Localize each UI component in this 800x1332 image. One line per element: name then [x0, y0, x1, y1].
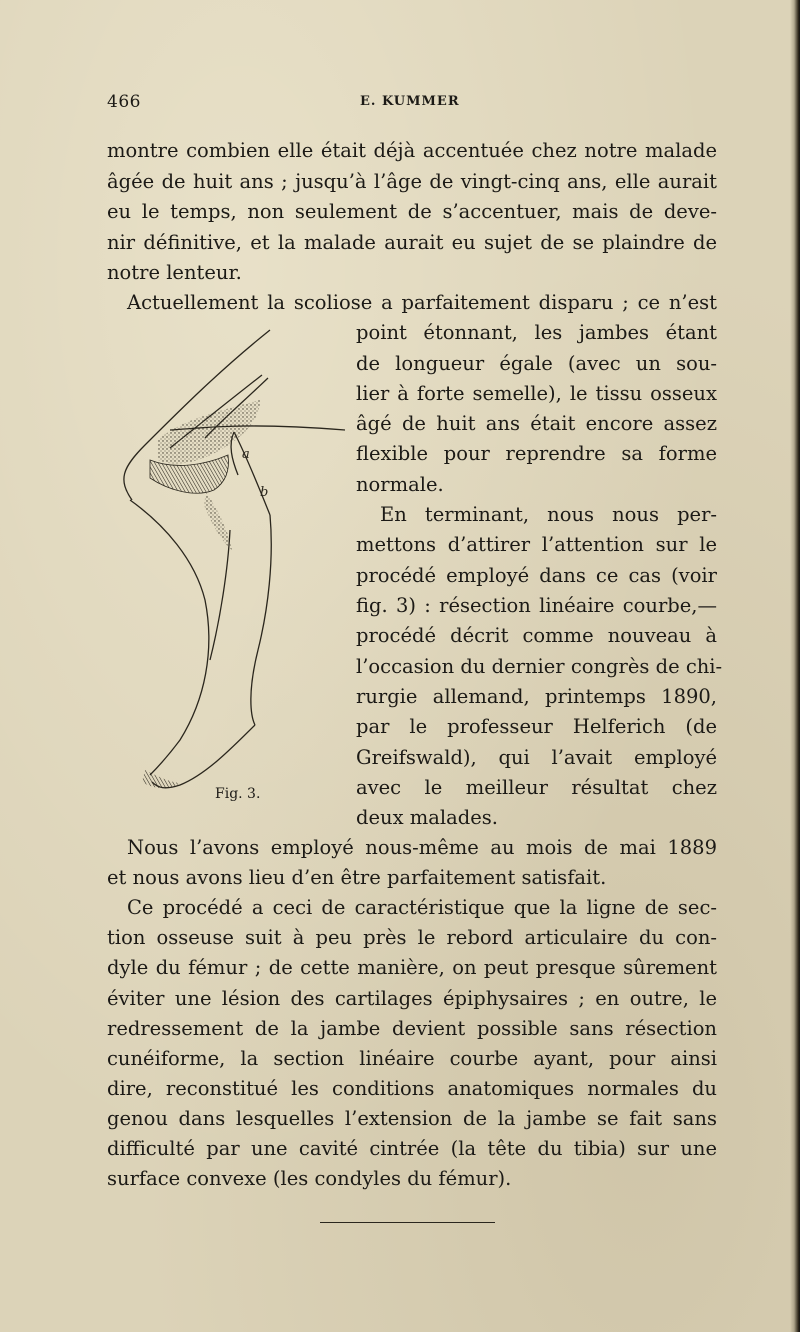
running-head: E. KUMMER	[360, 94, 460, 109]
page-edge-shadow	[790, 0, 800, 1332]
text-line: Actuellement la scoliose a parfaitement disparu ; ce n’est	[127, 291, 717, 314]
text-line: par le professeur Helferich (de	[356, 715, 717, 738]
text-line: procédé employé dans ce cas (voir	[356, 564, 717, 587]
text-line: âgé de huit ans était encore assez	[356, 412, 717, 435]
text-line: surface convexe (les condyles du fémur).	[107, 1167, 512, 1190]
toe-shading	[142, 770, 180, 788]
tibia-line	[210, 530, 230, 660]
knee-front-outline	[234, 432, 270, 515]
text-line: normale.	[356, 473, 444, 496]
text-line: lier à forte semelle), le tissu osseux	[356, 382, 717, 405]
text-line: nir définitive, et la malade aurait eu sujet de se plaindre de	[107, 231, 717, 254]
text-line: montre combien elle était déjà accentuée chez notre malade	[107, 139, 717, 162]
text-line: Nous l’avons employé nous-même au mois de mai 1889	[127, 836, 717, 859]
text-line: avec le meilleur résultat chez	[356, 776, 717, 799]
text-line: fig. 3) : résection linéaire courbe,—	[356, 594, 717, 617]
text-line: cunéiforme, la section linéaire courbe ayant, pour ainsi	[107, 1047, 717, 1070]
text-line: âgée de huit ans ; jusqu’à l’âge de vingt-cinq ans, elle aurait	[107, 170, 717, 193]
text-line: flexible pour reprendre sa forme	[356, 442, 717, 465]
label-a: a	[242, 447, 250, 462]
calf-outline	[130, 500, 209, 775]
tibia-shading	[204, 492, 232, 550]
figure-caption: Fig. 3.	[215, 786, 261, 802]
text-line: et nous avons lieu d’en être parfaitement satisfait.	[107, 866, 607, 889]
text-line: genou dans lesquelles l’extension de la jambe se fait sans	[107, 1107, 717, 1130]
knee-resection-figure	[110, 320, 350, 810]
text-line: procédé décrit comme nouveau à	[356, 624, 717, 647]
text-line: de longueur égale (avec un sou-	[356, 352, 717, 375]
text-line: deux malades.	[356, 806, 498, 829]
text-line: l’occasion du dernier congrès de chi-	[356, 655, 723, 678]
text-line: Greifswald), qui l’avait employé	[356, 746, 717, 769]
shin-outline	[251, 515, 271, 725]
closing-rule	[320, 1222, 495, 1223]
page-header	[107, 92, 715, 116]
text-line: point étonnant, les jambes étant	[356, 321, 717, 344]
text-line: eu le temps, non seulement de s’accentuer, mais de deve-	[107, 200, 717, 223]
text-line: rurgie allemand, printemps 1890,	[356, 685, 717, 708]
text-line: difficulté par une cavité cintrée (la tête du tibia) sur une	[107, 1137, 717, 1160]
text-line: En terminant, nous nous per-	[380, 503, 717, 526]
text-line: éviter une lésion des cartilages épiphysaires ; en outre, le	[107, 987, 717, 1010]
text-line: redressement de la jambe devient possible sans résection	[107, 1017, 717, 1040]
text-line: Ce procédé a ceci de caractéristique que la ligne de sec-	[127, 896, 717, 919]
label-b: b	[260, 485, 269, 500]
text-line: notre lenteur.	[107, 261, 242, 284]
page-number: 466	[107, 92, 141, 112]
text-line: mettons d’attirer l’attention sur le	[356, 533, 717, 556]
text-line: tion osseuse suit à peu près le rebord articulaire du con-	[107, 926, 717, 949]
text-line: dire, reconstitué les conditions anatomiques normales du	[107, 1077, 717, 1100]
text-line: dyle du fémur ; de cette manière, on peut presque sûrement	[107, 956, 717, 979]
